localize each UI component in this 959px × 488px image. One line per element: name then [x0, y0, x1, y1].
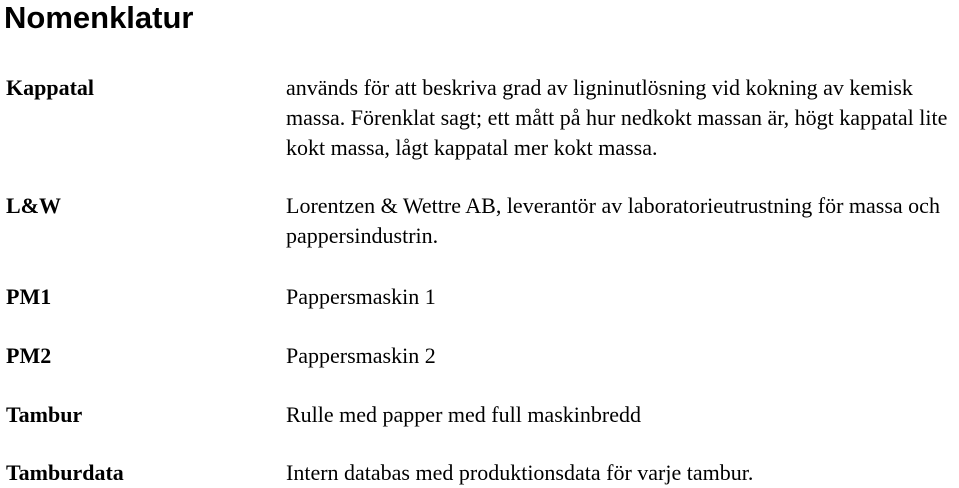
term-lw: L&W — [6, 193, 61, 218]
definition-pm1: Pappersmaskin 1 — [286, 284, 436, 309]
term-tamburdata: Tamburdata — [6, 460, 124, 485]
definition-lw: Lorentzen & Wettre AB, leverantör av laboratorieutrustning för massa och pappersindustrin. — [286, 193, 940, 248]
term-tambur: Tambur — [6, 402, 83, 427]
term-pm2: PM2 — [6, 343, 52, 368]
definition-kappatal: används för att beskriva grad av ligninutlösning vid kokning av kemisk massa. Förenklat sagt; ett mått på hur nedkokt massan är, högt kappatal lite kokt massa, lågt kappatal mer kokt massa. — [286, 75, 948, 160]
definition-tambur: Rulle med papper med full maskinbredd — [286, 402, 641, 427]
term-pm1: PM1 — [6, 284, 52, 309]
page-title: Nomenklatur — [4, 0, 194, 35]
definition-tamburdata: Intern databas med produktionsdata för varje tambur. — [286, 460, 754, 485]
term-kappatal: Kappatal — [6, 75, 95, 100]
definition-pm2: Pappersmaskin 2 — [286, 343, 436, 368]
